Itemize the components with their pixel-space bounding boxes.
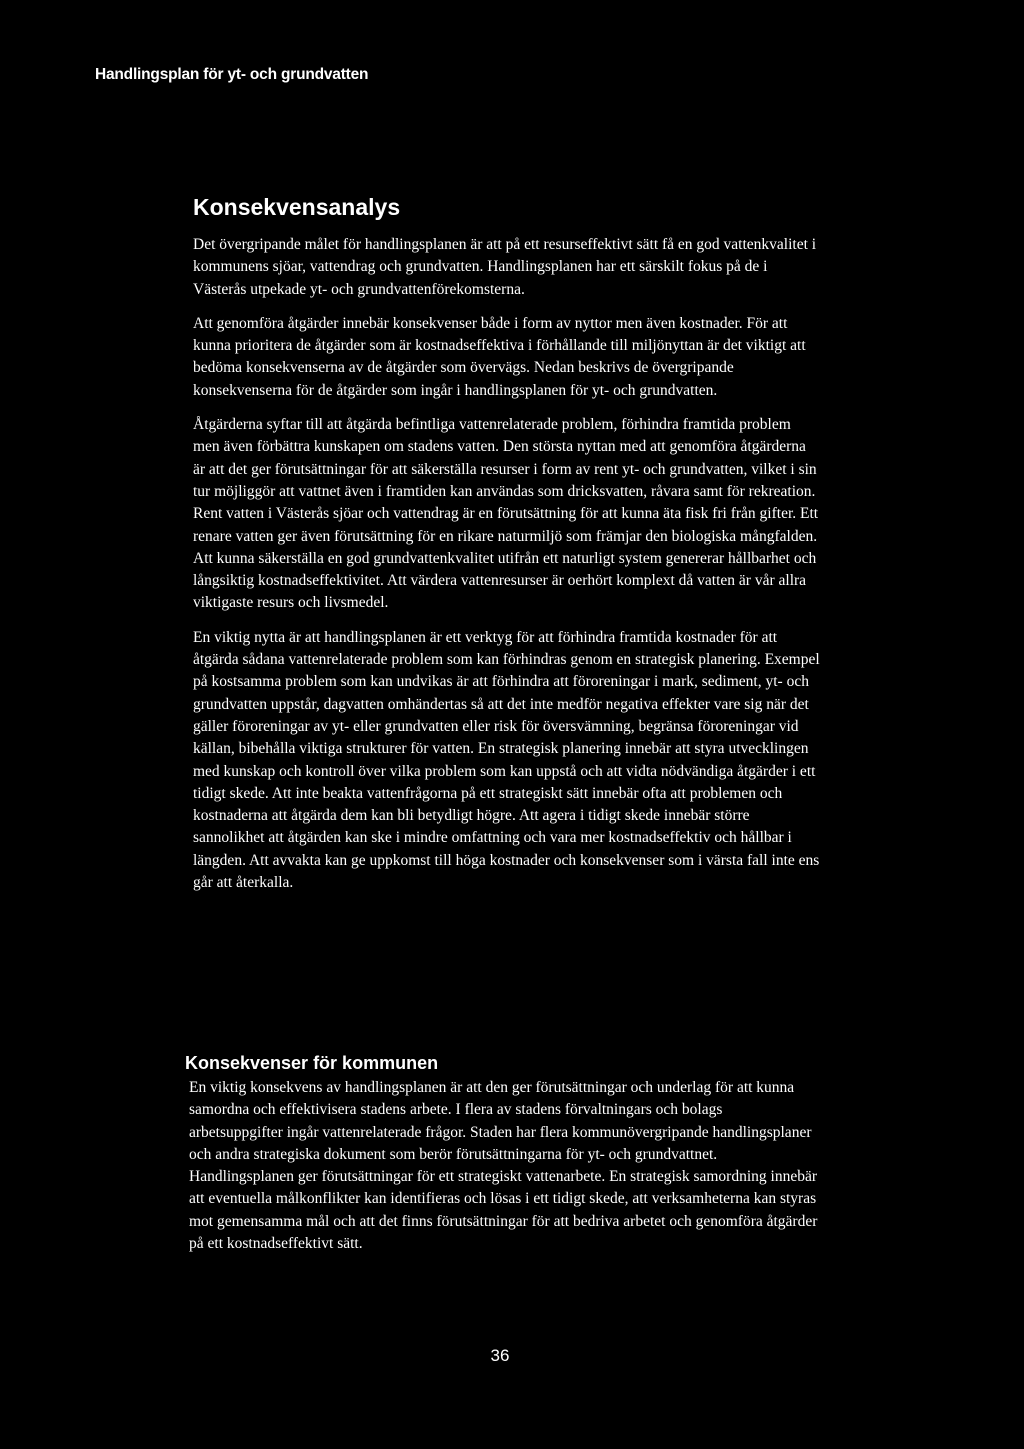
paragraph: En viktig nytta är att handlingsplanen är ett verktyg för att förhindra framtida kostnader för att åtgärda sådana vattenrelaterade problem som kan förhindras genom en strategisk planering. Exempel på kostsamma problem som kan undvikas är att förhindra att föroreningar i mark, sediment, yt- och grundvatten uppstår, dagvatten omhändertas så att det inte medför negativa effekter vare sig när det gäller föroreningar av yt- eller grundvatten eller risk för översvämning, begränsa föroreningar vid källan, bibehålla viktiga strukturer för vatten. En strategisk planering innebär att styra utvecklingen med kunskap och kontroll över vilka problem som kan uppstå och att vidta nödvändiga åtgärder i ett tidigt skede. Att inte beakta vattenfrågorna på ett strategiskt sätt innebär ofta att problemen och kostnaderna att åtgärda dem kan bli betydligt högre. Att agera i tidigt skede innebär större sannolikhet att åtgärden kan ske i mindre omfattning och vara mer kostnadseffektiv och hållbar i längden. Att avvakta kan ge uppkomst till höga kostnader och konsekvenser som i värsta fall inte ens går att återkalla. bbox=[193, 628, 820, 892]
paragraph: Att genomföra åtgärder innebär konsekvenser både i form av nyttor men även kostnader. För att kunna prioritera de åtgärder som är kostnadseffektiva i förhållande till miljönyttan är det viktigt att bedöma konsekvenserna av de åtgärder som övervägs. Nedan beskrivs de övergripande konsekvenserna för de åtgärder som ingår i handlingsplanen för yt- och grundvatten. bbox=[193, 314, 806, 399]
paragraph: Åtgärderna syftar till att åtgärda befintliga vattenrelaterade problem, förhindra framtida problem men även förbättra kunskapen om stadens vatten. Den största nyttan med att genomföra åtgärderna är att det ger förutsättningar för att säkerställa resurser i form av rent yt- och grundvatten, vilket i sin tur möjliggör att vattnet även i framtiden kan användas som dricksvatten, råvara samt för rekreation. Rent vatten i Västerås sjöar och vattendrag är en förutsättning för att kunna äta fisk fri från gifter. Ett renare vatten ger även förutsättning för en rikare naturmiljö som främjar den biologiska mångfalden. Att kunna säkerställa en god grundvattenkvalitet utifrån ett naturligt system genererar hållbarhet och långsiktig kostnadseffektivitet. Att värdera vattenresurser är oerhört komplext då vatten är vår allra viktigaste resurs och livsmedel. bbox=[193, 416, 819, 612]
section-konsekvenser-for-kommunen bbox=[185, 1051, 819, 1255]
running-header: Handlingsplan för yt- och grundvatten bbox=[95, 66, 369, 83]
subsection-heading: Konsekvenser för kommunen bbox=[185, 1053, 439, 1073]
section-konsekvensanalys bbox=[193, 192, 821, 894]
paragraph: Det övergripande målet för handlingsplanen är att på ett resurseffektivt sätt få en god vattenkvalitet i kommunens sjöar, vattendrag och grundvatten. Handlingsplanen har ett särskilt fokus på de i Västerås utpekade yt- och grundvattenförekomsterna. bbox=[193, 236, 817, 298]
paragraph: En viktig konsekvens av handlingsplanen är att den ger förutsättningar och underlag för att kunna samordna och effektivisera stadens arbete. I flera av stadens förvaltningars och bolags arbetsuppgifter ingår vattenrelaterade frågor. Staden har flera kommunövergripande handlingsplaner och andra strategiska dokument som berör förutsättningarna för yt- och grundvattnet. Handlingsplanen ger förutsättningar för ett strategiskt vattenarbete. En strategisk samordning innebär att eventuella målkonflikter kan identifieras och lösas i ett tidigt skede, att verksamheterna kan styras mot gemensamma mål och att det finns förutsättningar för att bedriva arbetet och genomföra åtgärder på ett kostnadseffektivt sätt. bbox=[189, 1079, 818, 1253]
section-heading: Konsekvensanalys bbox=[193, 194, 401, 220]
page-number: 36 bbox=[490, 1346, 510, 1365]
